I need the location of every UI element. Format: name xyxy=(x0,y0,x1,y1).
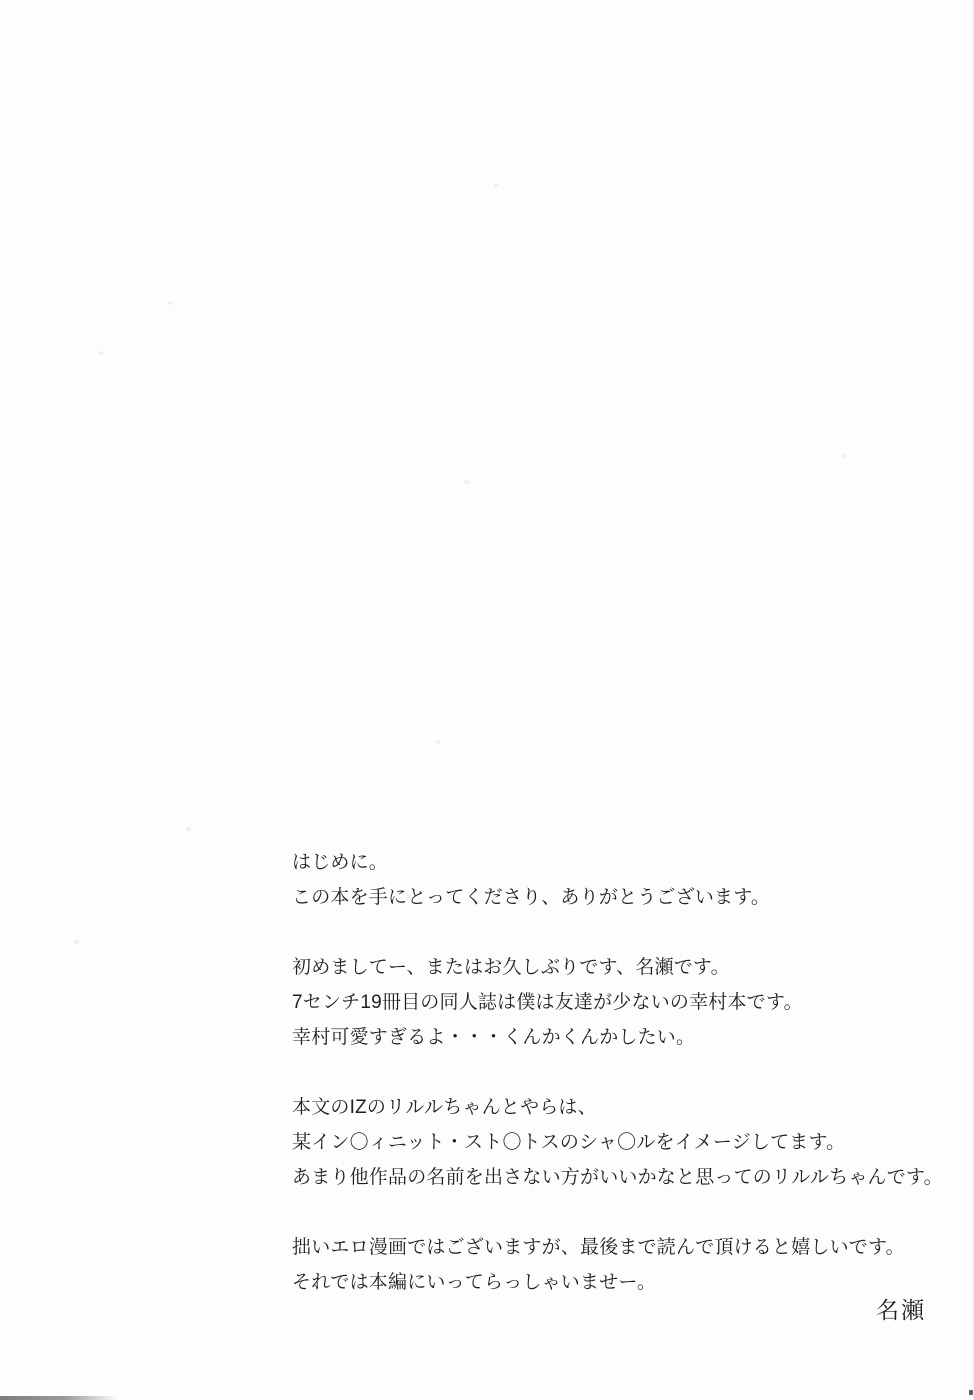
afterword-line: あまり他作品の名前を出さない方がいいかなと思ってのリルルちゃんです。 xyxy=(292,1167,943,1188)
afterword-line: 初めましてー、またはお久しぶりです、名瀬です。 xyxy=(292,957,730,978)
scan-dust-speck xyxy=(436,740,441,744)
afterword-text-block xyxy=(292,845,943,1335)
afterword-line: この本を手にとってくださり、ありがとうございます。 xyxy=(292,887,771,908)
afterword-line: 幸村可愛すぎるよ・・・くんかくんかしたい。 xyxy=(292,1027,696,1048)
afterword-line: それでは本編にいってらっしゃいませー。 xyxy=(292,1272,657,1293)
scan-dust-speck xyxy=(494,183,499,187)
scan-dust-speck xyxy=(167,301,172,305)
afterword-line: 7センチ19冊目の同人誌は僕は友達が少ないの幸村本です。 xyxy=(292,992,803,1013)
afterword-paragraph xyxy=(292,1090,943,1195)
author-signature: 名瀬 xyxy=(876,1297,926,1323)
scan-dust-speck xyxy=(99,351,103,355)
scan-artifact-bottom-left xyxy=(0,1396,118,1400)
afterword-line: 拙いエロ漫画ではございますが、最後まで読んで頂けると嬉しいです。 xyxy=(292,1237,905,1258)
scan-dust-speck xyxy=(186,827,191,831)
scan-dust-speck xyxy=(74,940,79,944)
afterword-line: 某イン〇ィニット・スト〇トスのシャ〇ルをイメージしてます。 xyxy=(292,1132,846,1153)
afterword-paragraph xyxy=(292,1230,932,1300)
afterword-paragraph xyxy=(292,845,932,915)
afterword-line: はじめに。 xyxy=(292,852,389,873)
afterword-paragraph xyxy=(292,950,932,1055)
scan-dust-speck xyxy=(464,480,469,484)
scan-dust-speck xyxy=(842,453,847,459)
afterword-line: 本文のIZのリルルちゃんとやらは、 xyxy=(292,1097,597,1118)
